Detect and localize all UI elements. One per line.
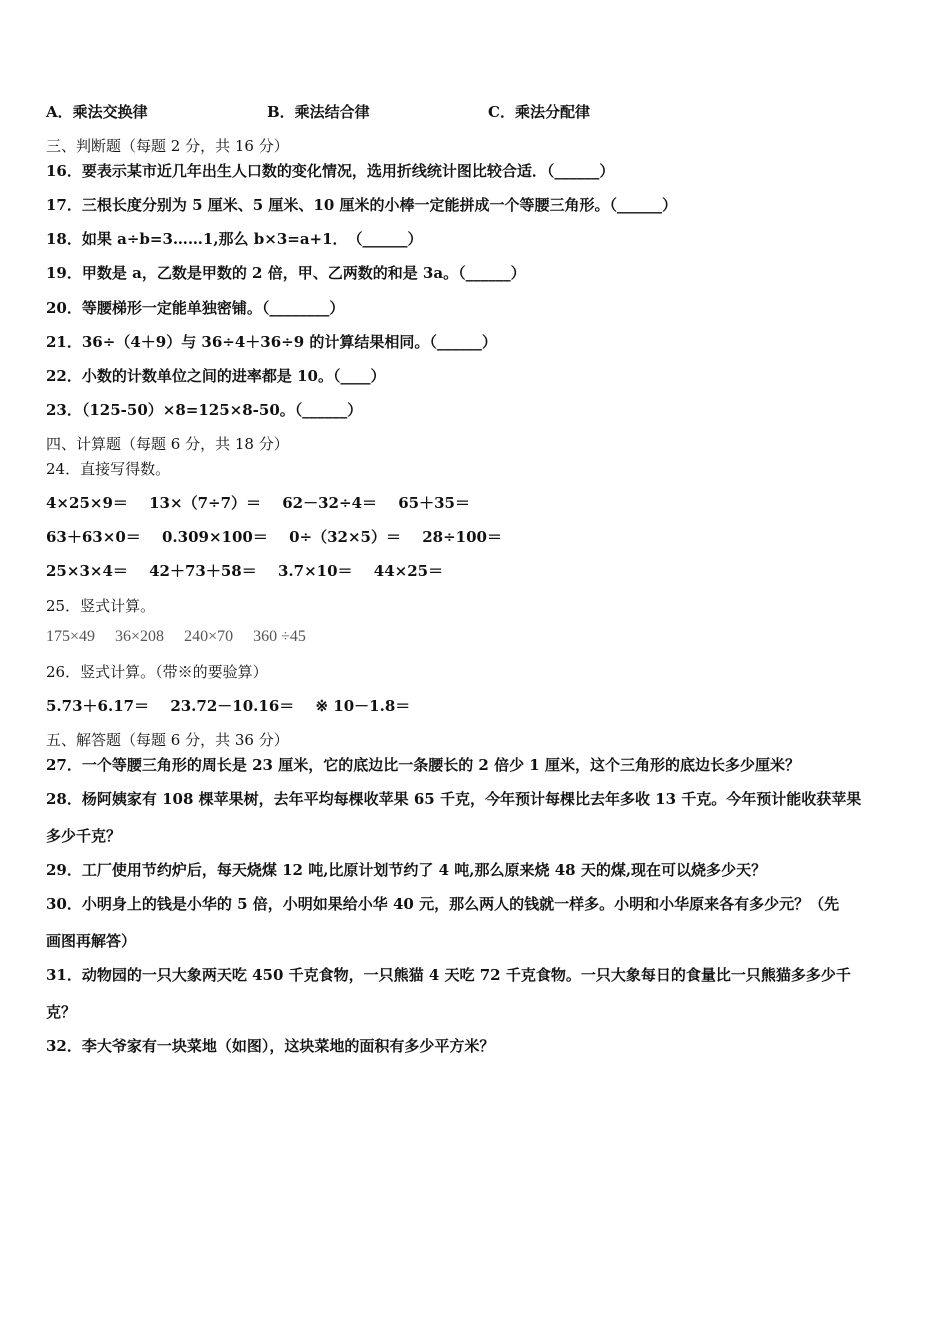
vertical-calc-row [46,627,322,647]
question-20: 20．等腰梯形一定能单独密铺。（________） [46,299,345,317]
question-17: 17．三根长度分别为 5 厘米、5 厘米、10 厘米的小棒一定能拼成一个等腰三角形。（______） [46,196,678,214]
question-28: 28．杨阿姨家有 108 棵苹果树，去年平均每棵收苹果 65 千克，今年预计每棵比去年多收 13 千克。今年预计能收获苹果 [46,790,862,808]
option-a: A．乘法交换律 [46,103,148,121]
calc-row [46,493,486,513]
question-23: 23．（125-50）×8=125×8-50。（______） [46,401,363,419]
vertical-calc-item: 36×208 [115,628,165,645]
calc-item: 25×3×4＝ [46,562,128,580]
calc-item: 13×（7÷7）＝ [149,494,262,512]
calc-item: 65＋35＝ [398,494,470,512]
question-28-cont: 多少千克？ [46,827,122,845]
vertical-calc-item: 240×70 [184,628,234,645]
question-24-label: 24．直接写得数。 [46,460,171,478]
question-27: 27．一个等腰三角形的周长是 23 厘米，它的底边比一条腰长的 2 倍少 1 厘米，这个三角形的底边长多少厘米？ [46,756,800,774]
calc-row [46,527,518,547]
question-19: 19．甲数是 a，乙数是甲数的 2 倍，甲、乙两数的和是 3a。（______） [46,264,526,282]
question-29: 29．工厂使用节约炉后，每天烧煤 12 吨,比原计划节约了 4 吨,那么原来烧 48 天的煤,现在可以烧多少天？ [46,861,767,879]
vertical-calc-row [46,696,426,716]
vertical-calc-item: 5.73＋6.17＝ [46,697,150,715]
question-31: 31．动物园的一只大象两天吃 450 千克食物，一只熊猫 4 天吃 72 千克食物。一只大象每日的食量比一只熊猫多多少千 [46,966,851,984]
vertical-calc-item: 23.72－10.16＝ [170,697,295,715]
question-32: 32．李大爷家有一块菜地（如图），这块菜地的面积有多少平方米？ [46,1037,495,1055]
calc-item: 4×25×9＝ [46,494,128,512]
vertical-calc-item: ※ 10－1.8＝ [315,697,411,715]
vertical-calc-item: 175×49 [46,628,96,645]
question-16: 16．要表示某市近几年出生人口数的变化情况，选用折线统计图比较合适．（______） [46,162,615,180]
calc-row [46,561,459,581]
calc-item: 28÷100＝ [422,528,502,546]
section-3-title: 三、判断题（每题 2 分，共 16 分） [46,137,289,155]
question-26-label: 26．竖式计算。（带※的要验算） [46,663,268,681]
calc-item: 3.7×10＝ [277,562,353,580]
question-30-cont: 画图再解答） [46,932,137,950]
question-21: 21．36÷（4＋9）与 36÷4＋36÷9 的计算结果相同。（______） [46,333,497,351]
vertical-calc-item: 360 ÷45 [253,628,306,645]
calc-item: 63＋63×0＝ [46,528,141,546]
option-b: B．乘法结合律 [267,103,370,121]
calc-item: 62－32÷4＝ [282,494,378,512]
question-18: 18．如果 a÷b=3……1,那么 b×3=a+1． （______） [46,230,423,248]
question-31-cont: 克？ [46,1003,77,1021]
calc-item: 42＋73＋58＝ [149,562,257,580]
calc-item: 44×25＝ [373,562,444,580]
section-4-title: 四、计算题（每题 6 分，共 18 分） [46,435,289,453]
calc-item: 0.309×100＝ [162,528,268,546]
calc-item: 0÷（32×5）＝ [289,528,401,546]
question-25-label: 25．竖式计算。 [46,597,156,615]
option-c: C．乘法分配律 [488,103,590,121]
section-5-title: 五、解答题（每题 6 分，共 36 分） [46,731,289,749]
question-22: 22．小数的计数单位之间的进率都是 10。（____） [46,367,386,385]
question-30: 30．小明身上的钱是小华的 5 倍，小明如果给小华 40 元，那么两人的钱就一样多。小明和小华原来各有多少元？（先 [46,895,840,913]
